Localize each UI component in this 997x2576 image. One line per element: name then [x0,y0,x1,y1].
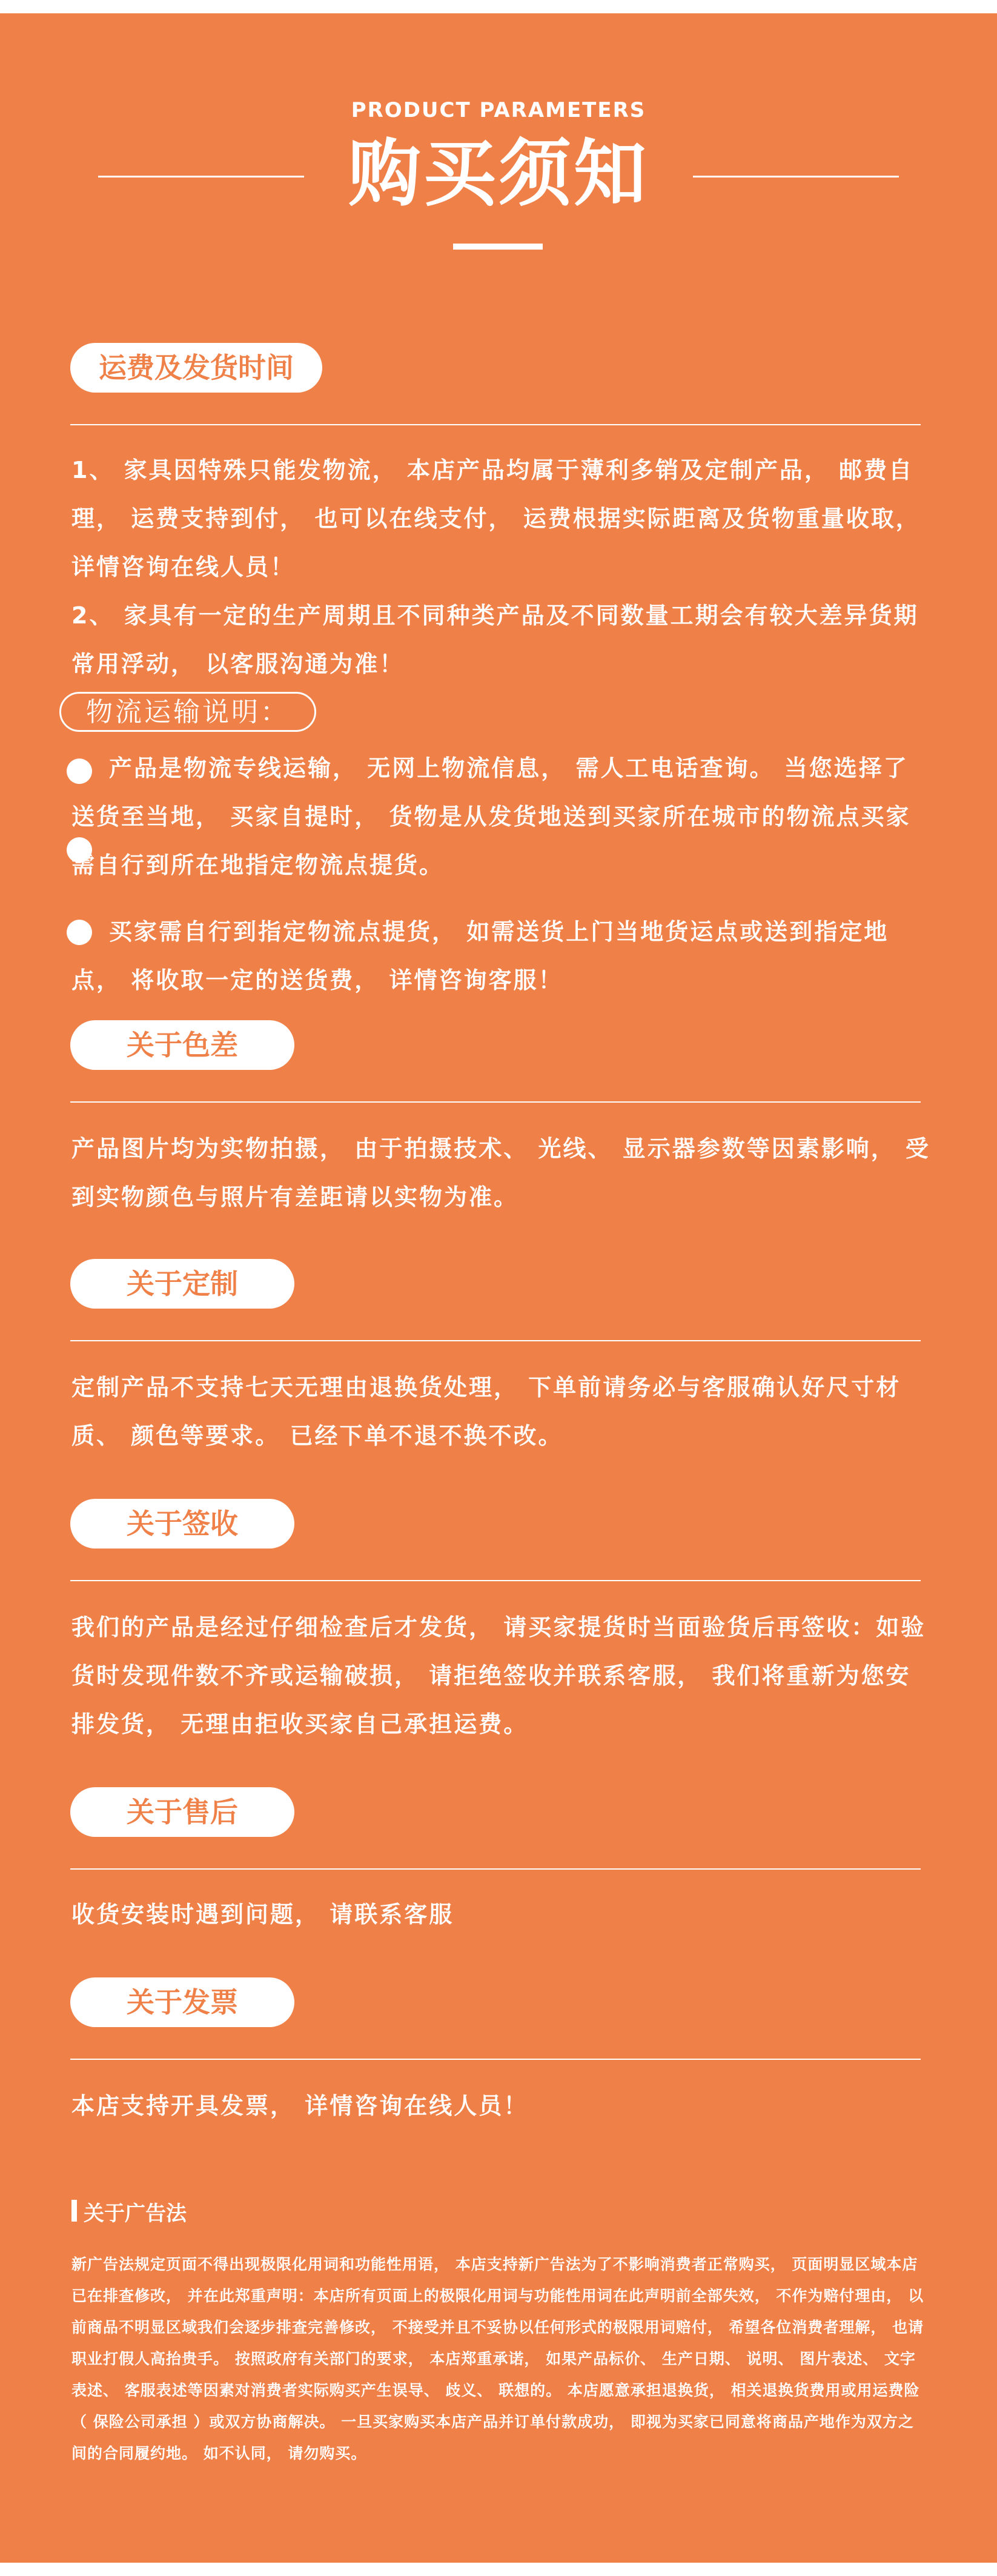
section-label-custom: 关于定制 [70,1259,294,1309]
purchase-notice-page [0,13,997,2563]
section-divider-custom [70,1340,921,1341]
color-paragraph: 产品图片均为实物拍摄， 由于拍摄技术、 光线、 显示器参数等因素影响， 受到实物颜色与照片有差距请以实物为准。 [71,1135,930,1210]
logistics-paragraph-1: 产品是物流专线运输， 无网上物流信息， 需人工电话查询。 当您选择了送货至当地， 买家自提时， 货物是从发货地送到买家所在城市的物流点买家需自行到所在地指定物流点提货。 [71,755,911,878]
aftersale-paragraph: 收货安装时遇到问题， 请联系客服 [71,1901,454,1928]
ad-law-paragraph: 新广告法规定页面不得出现极限化用词和功能性用语， 本店支持新广告法为了不影响消费者正常购买， 页面明显区域本店已在排查修改， 并在此郑重声明：本店所有页面上的极限化用词与功能性用词在此声明前全部失效， 不作为赔付理由， 以前商品不明显区域我们会逐步排查完善修改， 不接受并且不妥协以任何形式的极限用词赔付， 希望各位消费者理解， 也请职业打假人高抬贵手。 按照政府有关部门的要求， 本店郑重承诺， 如果产品标价、 生产日期、 说明、 图片表述、 文字表述、 客服表述等因素对消费者实际购买产生误导、 歧义、 联想的。 本店愿意承担退换货， 相关退换货费用或用运费险（ 保险公司承担 ）或双方协商解决。 一旦买家购买本店产品并订单付款成功， 即视为买家已同意将商品产地作为双方之间的合同履约地。 如不认同， 请勿购买。 [71,2256,924,2462]
ad-law-heading-bar [71,2200,77,2222]
section-label-invoice: 关于发票 [70,1977,294,2027]
section-divider-receipt [70,1580,921,1581]
ad-law-heading: 关于广告法 [84,2202,187,2226]
invoice-paragraph: 本店支持开具发票， 详情咨询在线人员！ [71,2093,529,2119]
header-right-rule [693,176,899,178]
section-label-logistics: 物流运输说明： [59,692,316,732]
section-label-aftersale: 关于售后 [70,1787,294,1837]
section-divider-invoice [70,2059,921,2060]
shipping-paragraph-2: 2、 家具有一定的生产周期且不同种类产品及不同数量工期会有较大差异货期常用浮动， 以客服沟通为准！ [71,602,919,677]
section-divider-aftersale [70,1868,921,1870]
section-label-shipping: 运费及发货时间 [70,343,322,393]
section-divider-shipping [70,424,921,425]
header-subtitle: PRODUCT PARAMETERS [351,98,646,122]
section-label-receipt: 关于签收 [70,1499,294,1549]
section-divider-color [70,1101,921,1103]
page-title: 购买须知 [348,132,649,216]
custom-paragraph: 定制产品不支持七天无理由退换货处理， 下单前请务必与客服确认好尺寸材质、 颜色等要求。 已经下单不退不换不改。 [71,1374,901,1449]
title-underline [453,244,543,250]
logistics-paragraph-2: 买家需自行到指定物流点提货， 如需送货上门当地货运点或送到指定地点， 将收取一定的送货费， 详情咨询客服！ [71,918,889,994]
shipping-paragraph-1: 1、 家具因特殊只能发物流， 本店产品均属于薄利多销及定制产品， 邮费自理， 运费支持到付， 也可以在线支付， 运费根据实际距离及货物重量收取， 详情咨询在线人员！ [71,457,921,580]
receipt-paragraph: 我们的产品是经过仔细检查后才发货， 请买家提货时当面验货后再签收：如验货时发现件数不齐或运输破损， 请拒绝签收并联系客服， 我们将重新为您安排发货， 无理由拒收买家自己承担运费。 [71,1614,926,1738]
section-label-color: 关于色差 [70,1020,294,1070]
